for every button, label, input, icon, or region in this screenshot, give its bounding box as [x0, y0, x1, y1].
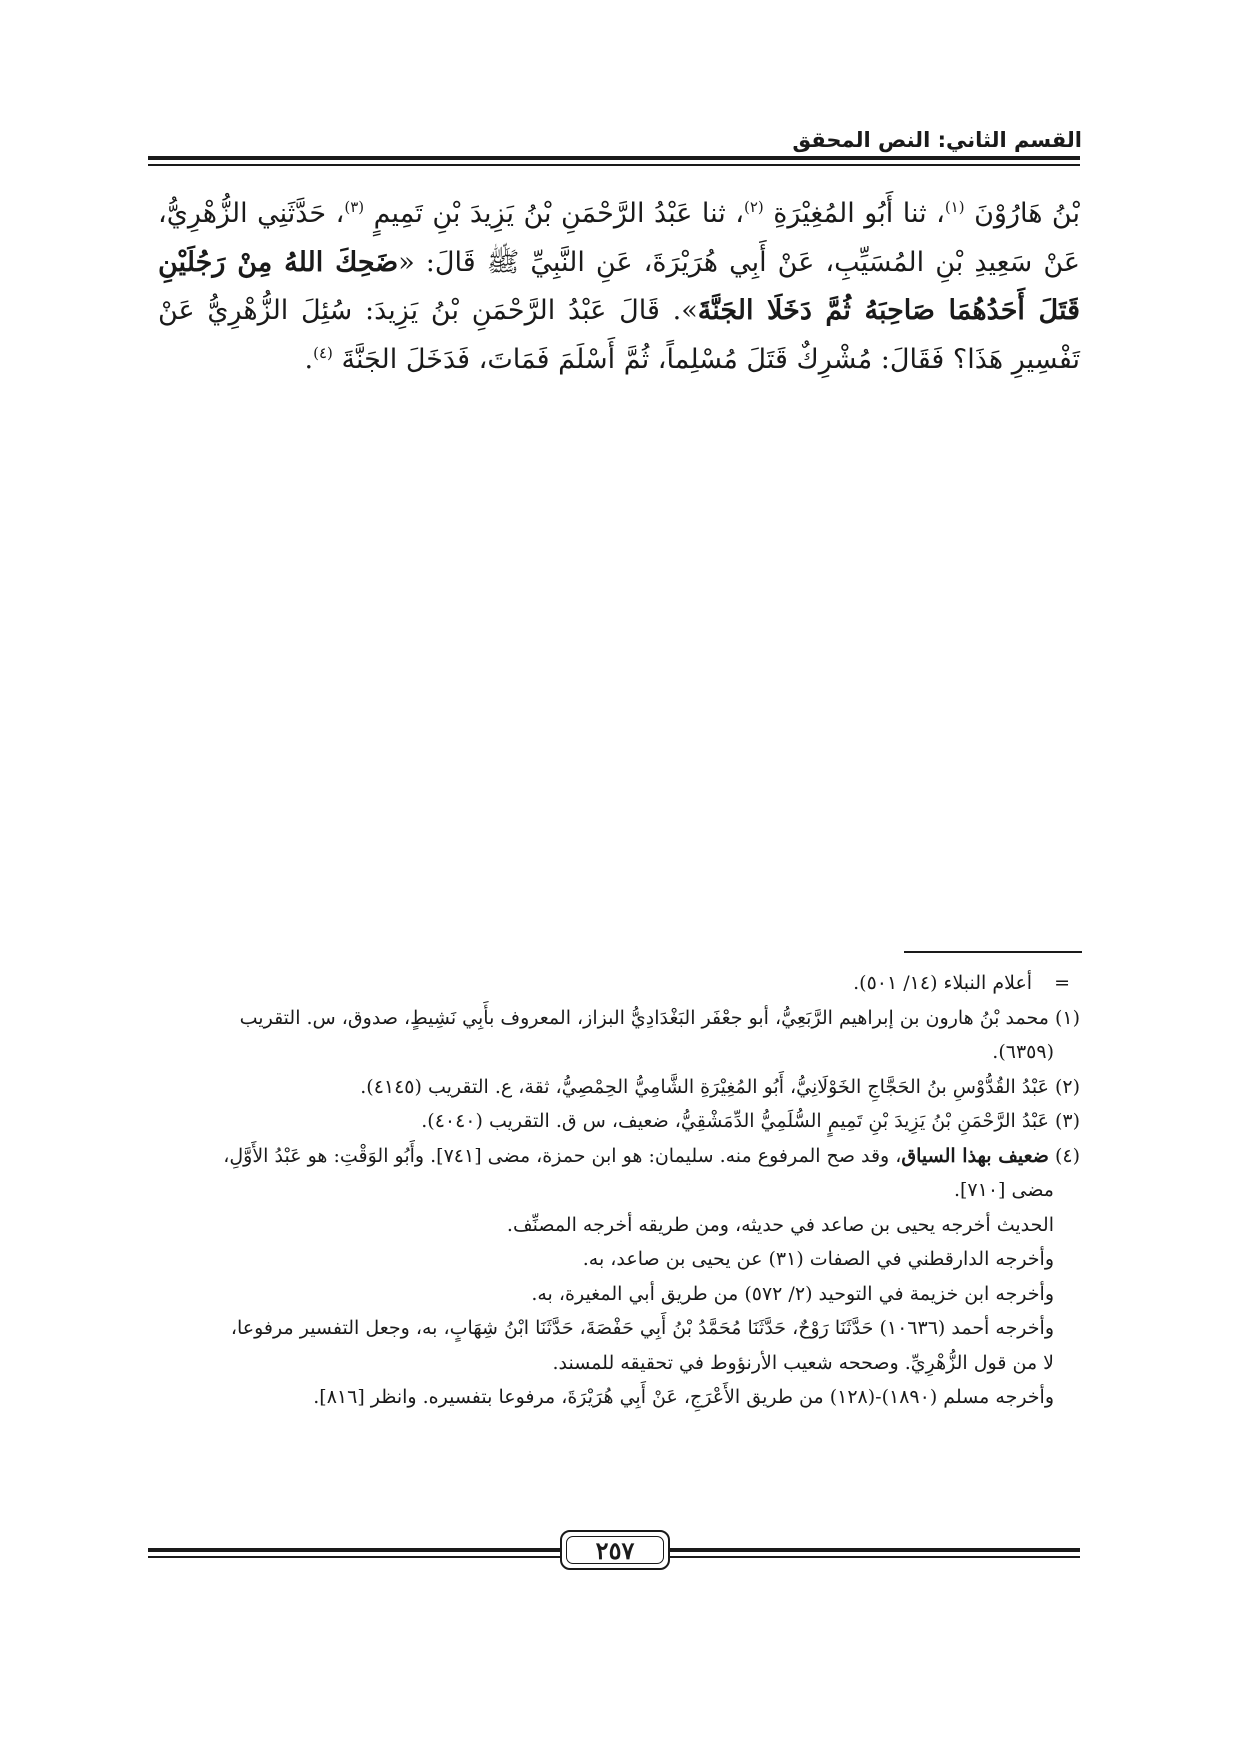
footnotes: [158, 966, 1080, 1415]
text-segment: .: [304, 343, 314, 375]
header-rule-thick: [148, 156, 1080, 160]
footer-rule-right-thin: [670, 1556, 1080, 1558]
footer-rule-left-thick: [148, 1548, 560, 1552]
continuation-text: أعلام النبلاء (١٤/ ٥٠١).: [853, 972, 1033, 994]
footnote-continuation: [158, 966, 1080, 1001]
text-segment: ». قَالَ عَبْدُ الرَّحْمَنِ بْنُ يَزِيدَ: سُئِلَ الزُّهْرِيُّ عَنْ تَفْسِيرِ هَذَا؟ فَقَالَ: مُشْرِكٌ قَتَلَ مُسْلِماً، ثُمَّ أَسْلَمَ فَمَاتَ، فَدَخَلَ الجَنَّةَ: [158, 295, 1080, 375]
footnote-ref-3: (٣): [344, 198, 365, 216]
footnote-4-note: وأخرجه أحمد (١٠٦٣٦) حَدَّثَنَا رَوْحٌ، حَدَّثَنَا مُحَمَّدُ بْنُ أَبِي حَفْصَةَ، حَدَّثَنَا ابْنُ شِهَابٍ، به، وجعل التفسير مرفوعا،: [230, 1317, 1054, 1339]
footer-rule-right-thick: [670, 1548, 1080, 1552]
page-number: ٢٥٧: [595, 1535, 635, 1565]
footnote-4-note: الحديث أخرجه يحيى بن صاعد في حديثه، ومن طريقه أخرجه المصنِّف.: [506, 1213, 1054, 1236]
footnote-4-text: ، وقد صح المرفوع منه. سليمان: هو ابن حمزة، مضى [٧٤١]. وأَبُو الوَقْتِ: هو عَبْدُ الأَوَّلِ،: [223, 1144, 902, 1167]
hadith-text-bold: ضَحِكَ اللهُ مِنْ رَجُلَيْنِ قَتَلَ أَحَدُهُمَا صَاحِبَهُ ثُمَّ دَخَلَا الجَنَّةَ: [158, 246, 1080, 326]
footnote-4-note: وأخرجه ابن خزيمة في التوحيد (٢/ ٥٧٢) من طريق أبي المغيرة، به.: [531, 1282, 1054, 1305]
footnote-2: (٢) عَبْدُ القُدُّوْسِ بنُ الحَجَّاجِ الخَوْلَانِيُّ، أَبُو المُغِيْرَةِ الشَّامِيُّ الحِمْصِيُّ، ثقة، ع. التقريب (٤١٤٥).: [360, 1075, 1080, 1098]
text-segment: ، ثنا أَبُو المُغِيْرَةِ: [763, 198, 945, 229]
footnote-ref-4: (٤): [313, 343, 333, 362]
footnote-4-note: وأخرجه مسلم (١٨٩٠)-(١٢٨) من طريق الأَعْرَجِ، عَنْ أَبِي هُرَيْرَةَ، مرفوعا بتفسيره. وانظر [٨١٦].: [313, 1386, 1054, 1408]
footnote-1: (١) محمد بْنُ هارون بن إبراهيم الرَّبَعِيُّ، أبو جعْفَر البَغْدَادِيُّ البزاز، المعروف بأَبِي نَشِيطٍ، صدوق، س. التقريب: [239, 1006, 1080, 1029]
footnote-4-continued: مضى [٧١٠].: [953, 1179, 1054, 1201]
footnote-4-note: وأخرجه الدارقطني في الصفات (٣١) عن يحيى بن صاعد، به.: [582, 1248, 1054, 1270]
page-number-box: [560, 1530, 670, 1570]
text-segment: بْنُ هَارُوْنَ: [964, 198, 1080, 229]
footnote-4-grade: ضعيف بهذا السياق: [901, 1144, 1049, 1167]
footnote-ref-2: (٢): [743, 198, 764, 216]
hadith-paragraph: [158, 190, 1080, 384]
footnote-3: (٣) عَبْدُ الرَّحْمَنِ بْنُ يَزِيدَ بْنِ تَمِيمٍ السُّلَمِيُّ الدِّمَشْقِيُّ، ضعيف، س ق. التقريب (٤٠٤٠).: [421, 1110, 1080, 1132]
text-segment: ، حَدَّثَنِي الزُّهْرِيُّ، عَنْ سَعِيدِ بْنِ المُسَيِّبِ، عَنْ أَبِي هُرَيْرَةَ، عَنِ النَّبِيِّ ﷺ قَالَ: «: [158, 198, 1080, 278]
footnote-1-continued: (٦٣٥٩).: [992, 1041, 1054, 1063]
continuation-mark: =: [1054, 972, 1070, 994]
main-text: [158, 190, 1080, 384]
footer-ornament: [148, 1530, 1080, 1570]
footnote-ref-1: (١): [944, 198, 965, 216]
footer-rule-left-thin: [148, 1556, 560, 1558]
footnote-separator: [904, 951, 1082, 953]
footnote-4: [158, 1139, 1080, 1174]
text-segment: ، ثنا عَبْدُ الرَّحْمَنِ بْنُ يَزِيدَ بْنِ تَمِيمٍ: [364, 198, 744, 229]
footnote-4-number: (٤): [1048, 1144, 1080, 1167]
running-header: القسم الثاني: النص المحقق: [792, 128, 1082, 152]
header-rule-thin: [148, 164, 1080, 166]
footnote-4-note: لا من قول الزُّهْرِيِّ. وصححه شعيب الأرنؤوط في تحقيقه للمسند.: [552, 1351, 1054, 1374]
